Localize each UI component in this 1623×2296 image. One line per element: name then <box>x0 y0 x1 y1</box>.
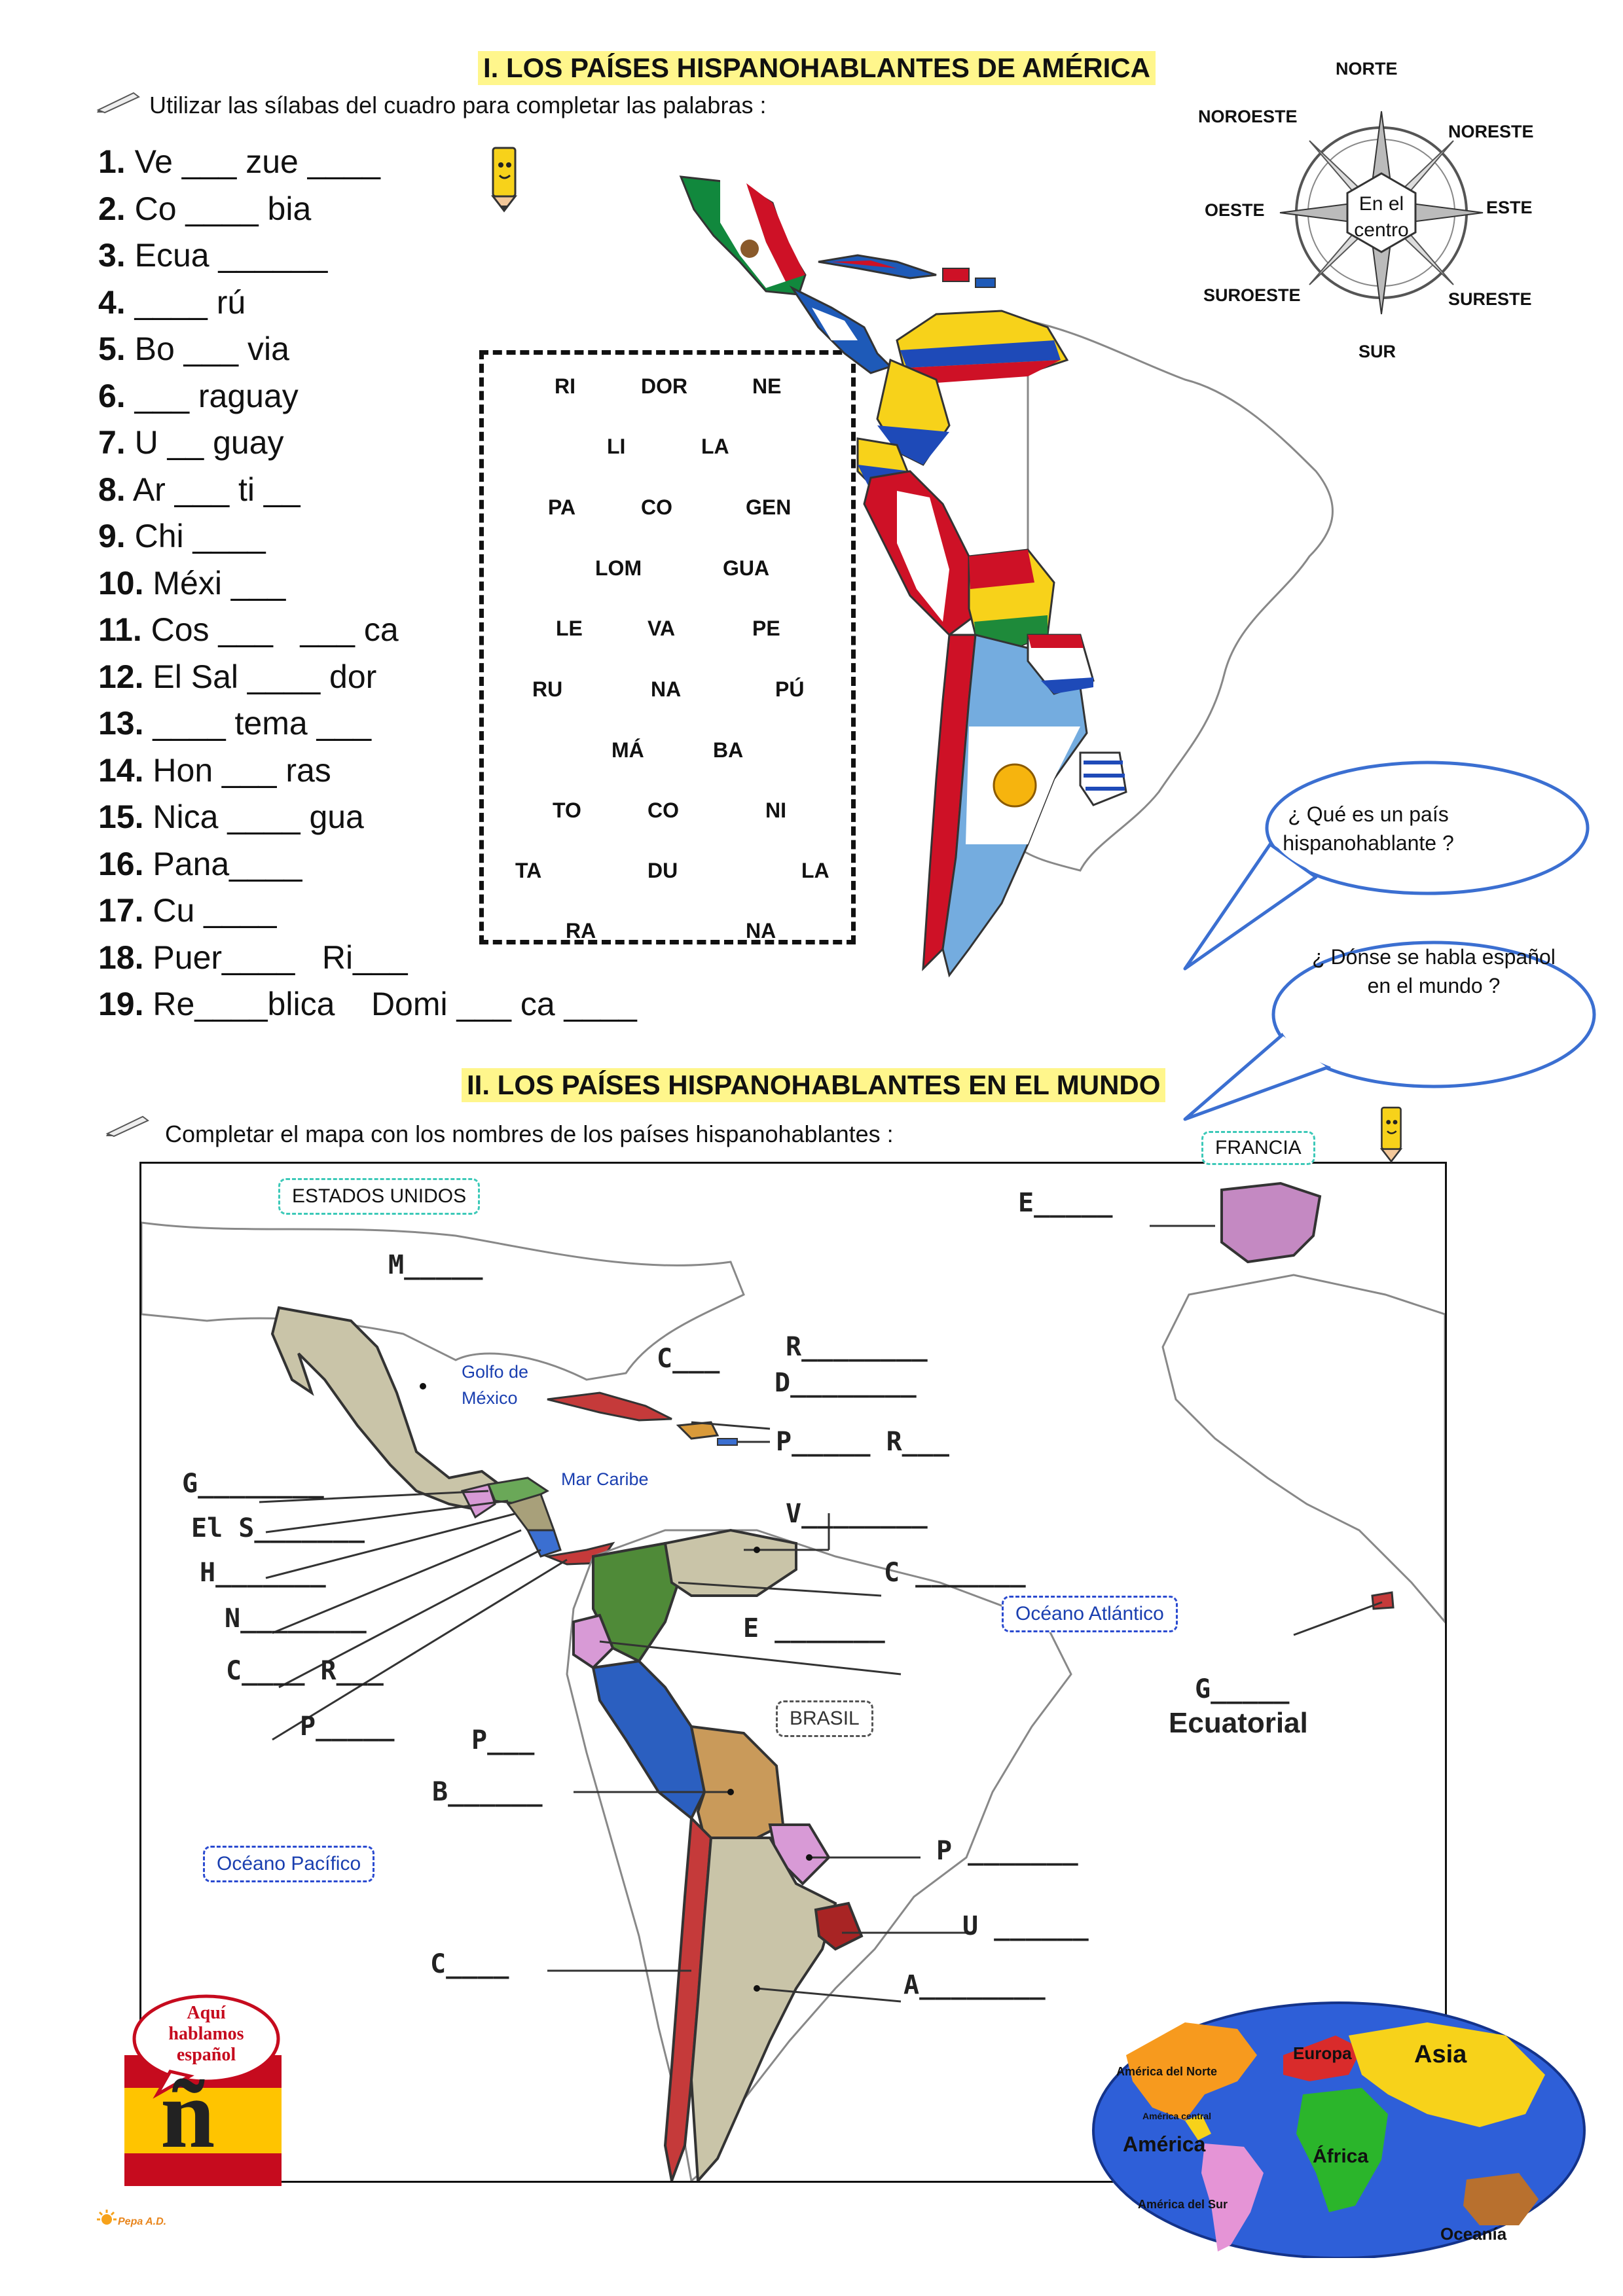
exercise-number: 15. <box>98 798 144 835</box>
exercise-number: 5. <box>98 331 126 367</box>
exercise-word[interactable]: Nica ____ gua <box>143 798 364 835</box>
compass-southwest-label: SUROESTE <box>1203 285 1301 305</box>
bubble-question-2: ¿ Dónse se habla español en el mundo ? <box>1312 945 1556 997</box>
wm-oceania: Oceanía <box>1440 2224 1507 2244</box>
caribbean-sea-label: Mar Caribe <box>561 1469 649 1489</box>
syllable: LE <box>556 617 583 640</box>
compass-north-label: NORTE <box>1336 59 1398 79</box>
blank-venezuela[interactable]: V________ <box>786 1499 928 1529</box>
world-continents-map <box>1087 1996 1591 2258</box>
blank-el-salvador[interactable]: El S_______ <box>191 1513 365 1543</box>
wm-europe: Europa <box>1293 2043 1352 2063</box>
exercise-number: 8. <box>98 471 126 508</box>
exercise-number: 14. <box>98 751 144 789</box>
exercise-number: 16. <box>98 845 144 882</box>
exercise-word[interactable]: Puer____ Ri___ <box>143 939 408 976</box>
footer-author: Pepa A.D. <box>118 2216 167 2227</box>
gulf-line1: Golfo de <box>462 1362 529 1382</box>
blank-colombia[interactable]: C _______ <box>884 1558 1026 1588</box>
blank-panama[interactable]: P_____ <box>300 1712 395 1742</box>
syllable: PA <box>548 495 576 519</box>
exercise-item <box>98 139 637 186</box>
blank-paraguay[interactable]: P _______ <box>936 1836 1078 1866</box>
exercise-number: 1. <box>98 143 126 180</box>
syllable: TO <box>553 798 581 822</box>
blank-rd-line1[interactable]: R________ <box>786 1332 928 1362</box>
blank-chile[interactable]: C____ <box>430 1949 509 1979</box>
blank-peru[interactable]: P___ <box>471 1725 535 1755</box>
wm-asia: Asia <box>1414 2041 1467 2068</box>
badge-line2: hablamos <box>168 2024 244 2044</box>
syllable: TA <box>515 859 542 882</box>
syllable: VA <box>647 617 676 640</box>
atlantic-label: Océano Atlántico <box>1002 1596 1178 1632</box>
gulf-of-mexico-label <box>462 1359 528 1411</box>
syllable: BA <box>713 738 744 762</box>
pencil-cartoon-icon <box>481 143 527 215</box>
compass-south-label: SUR <box>1359 342 1396 361</box>
blank-honduras[interactable]: H_______ <box>200 1558 326 1588</box>
syllable: GEN <box>746 495 792 519</box>
syllable: RI <box>555 374 575 398</box>
compass-west-label: OESTE <box>1205 200 1265 220</box>
syllable: DOR <box>641 374 688 398</box>
exercise-number: 10. <box>98 564 144 601</box>
syllable: LI <box>607 435 626 458</box>
exercise-word[interactable]: Cu ____ <box>143 892 277 929</box>
syllable: PE <box>752 617 780 640</box>
section1-title: I. LOS PAÍSES HISPANOHABLANTES DE AMÉRICA <box>478 51 1156 85</box>
wm-south-america: América del Sur <box>1138 2198 1228 2211</box>
gulf-line2: México <box>462 1388 518 1408</box>
exercise-number: 17. <box>98 892 144 929</box>
compass-northeast-label: NORESTE <box>1448 122 1534 141</box>
exercise-word[interactable]: U __ guay <box>125 424 284 461</box>
syllable: RA <box>566 919 596 942</box>
badge-text <box>141 2003 272 2066</box>
syllable: PÚ <box>775 677 805 701</box>
brasil-label: BRASIL <box>776 1700 873 1737</box>
exercise-number: 9. <box>98 518 126 554</box>
syllable: CO <box>647 798 679 822</box>
blank-spain[interactable]: E_____ <box>1018 1188 1113 1218</box>
syllable: NA <box>651 677 682 701</box>
compass-center-line2: centro <box>1354 219 1409 241</box>
exercise-word[interactable]: Méxi ___ <box>143 564 286 601</box>
syllable: RU <box>532 677 563 701</box>
section1-instruction: Utilizar las sílabas del cuadro para completar las palabras : <box>149 92 767 118</box>
section2-instruction: Completar el mapa con los nombres de los países hispanohablantes : <box>165 1121 894 1147</box>
wm-north-america: América del Norte <box>1116 2065 1218 2078</box>
blank-guatemala[interactable]: G________ <box>182 1469 324 1499</box>
syllable: NE <box>752 374 782 398</box>
badge-line3: español <box>176 2045 236 2065</box>
exercise-item <box>98 279 637 327</box>
badge-enie-letter: ñ <box>160 2060 215 2168</box>
exercise-number: 3. <box>98 237 126 274</box>
exercise-item <box>98 232 637 279</box>
syllable: NI <box>765 798 786 822</box>
blank-guinea[interactable]: G_____ <box>1195 1674 1290 1704</box>
exercise-item <box>98 981 637 1028</box>
france-label: FRANCIA <box>1201 1131 1315 1165</box>
exercise-word[interactable]: Hon ___ ras <box>143 751 331 789</box>
exercise-word[interactable]: Ve ___ zue ____ <box>125 143 380 180</box>
exercise-number: 18. <box>98 939 144 976</box>
exercise-number: 6. <box>98 377 126 414</box>
syllable: DU <box>647 859 678 882</box>
blank-bolivia[interactable]: B______ <box>432 1777 543 1807</box>
guinea-suffix-label: Ecuatorial <box>1169 1707 1308 1739</box>
compass-northwest-label: NOROESTE <box>1198 107 1298 126</box>
section2-title: II. LOS PAÍSES HISPANOHABLANTES EN EL MUNDO <box>462 1068 1165 1102</box>
syllable: LA <box>701 435 729 458</box>
exercise-word[interactable]: ___ raguay <box>125 377 299 414</box>
syllable: LA <box>801 859 830 882</box>
blank-puerto-rico[interactable]: P_____ R___ <box>776 1427 949 1457</box>
usa-label: ESTADOS UNIDOS <box>278 1178 480 1215</box>
compass-center-line1: En el <box>1359 193 1404 215</box>
wm-africa: África <box>1313 2145 1369 2167</box>
blank-uruguay[interactable]: U ______ <box>962 1911 1089 1941</box>
blank-cuba[interactable]: C___ <box>657 1344 720 1374</box>
exercise-word[interactable]: Bo ___ via <box>125 331 289 367</box>
pacific-label: Océano Pacífico <box>203 1846 374 1882</box>
exercise-word[interactable]: ____ rú <box>125 283 246 321</box>
pencil-cartoon-icon <box>1372 1103 1411 1165</box>
exercise-word[interactable]: El Sal ____ dor <box>143 658 377 695</box>
exercise-word[interactable]: Ar ___ ti __ <box>125 471 301 508</box>
exercise-number: 11. <box>98 611 142 648</box>
exercise-number: 7. <box>98 424 126 461</box>
blank-mexico[interactable]: M_____ <box>388 1250 483 1280</box>
pencil-icon <box>96 90 141 114</box>
syllable: LOM <box>595 556 642 580</box>
exercise-word[interactable]: Cos ___ ___ ca <box>141 611 399 648</box>
exercise-item <box>98 186 637 233</box>
syllable: CO <box>641 495 672 519</box>
exercise-number: 19. <box>98 986 144 1022</box>
compass-east-label: ESTE <box>1486 198 1533 217</box>
sun-logo-icon <box>97 2210 117 2229</box>
blank-nicaragua[interactable]: N________ <box>225 1604 367 1634</box>
exercise-word[interactable]: Pana____ <box>143 845 302 882</box>
bubble-question-1: ¿ Qué es un país hispanohablante ? <box>1283 802 1454 855</box>
syllable: NA <box>746 919 776 942</box>
exercise-number: 4. <box>98 283 126 321</box>
pencil-icon <box>105 1114 151 1138</box>
blank-costa-rica[interactable]: C____ R___ <box>226 1656 384 1686</box>
exercise-number: 12. <box>98 658 144 695</box>
blank-argentina[interactable]: A________ <box>903 1970 1046 2000</box>
exercise-word[interactable]: Re____blica Domi ___ ca ____ <box>143 986 637 1022</box>
exercise-word[interactable]: Co ____ bia <box>125 190 312 227</box>
exercise-word[interactable]: Chi ____ <box>125 518 266 554</box>
exercise-word[interactable]: Ecua ______ <box>125 237 328 274</box>
blank-ecuador[interactable]: E _______ <box>743 1613 885 1643</box>
syllable: GUA <box>723 556 770 580</box>
exercise-word[interactable]: ____ tema ___ <box>143 705 372 742</box>
exercise-number: 13. <box>98 705 144 742</box>
blank-rd-line2[interactable]: D________ <box>775 1368 917 1398</box>
exercise-number: 2. <box>98 190 126 227</box>
wm-america: América <box>1123 2132 1206 2156</box>
syllable: MÁ <box>611 738 644 762</box>
compass-center-label <box>1349 191 1414 243</box>
wm-central-america: América central <box>1142 2111 1212 2121</box>
badge-line1: Aquí <box>187 2003 226 2023</box>
compass-southeast-label: SURESTE <box>1448 289 1532 309</box>
